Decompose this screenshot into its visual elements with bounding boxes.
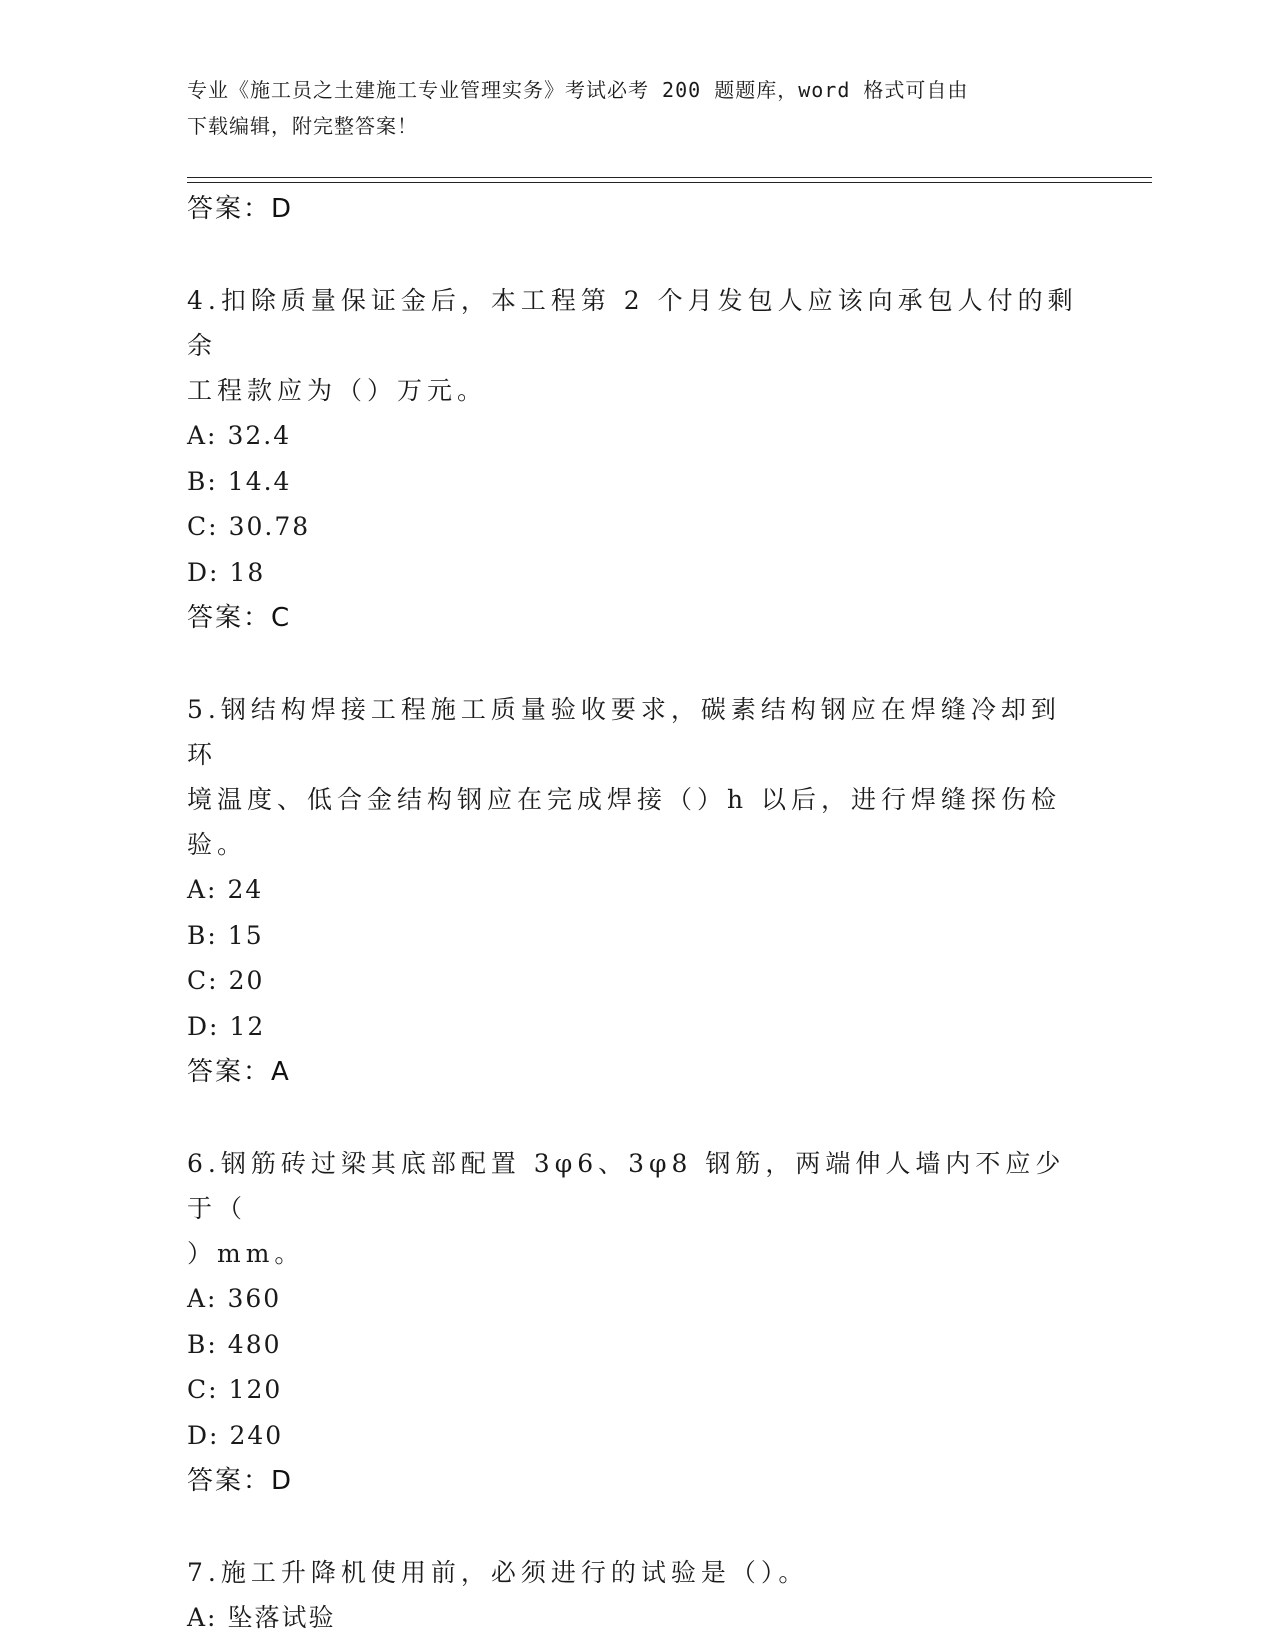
option-d — [187, 550, 1087, 596]
answer-line: 答案：C — [187, 603, 292, 633]
question-text — [187, 1141, 1087, 1276]
document-header — [187, 72, 1087, 144]
question-text-line: 6.钢筋砖过梁其底部配置 3φ6、3φ8 钢筋，两端伸人墙内不应少于（ — [187, 1149, 1066, 1223]
option-key: B: — [187, 920, 218, 950]
header-divider-bottom — [187, 182, 1152, 183]
option-key: A: — [187, 1284, 218, 1313]
option-key: A: — [187, 1603, 218, 1632]
question-text-line: 5.钢结构焊接工程施工质量验收要求，碳素结构钢应在焊缝冷却到环 — [187, 695, 1061, 769]
option-c — [187, 1367, 1087, 1413]
question-text-line: 工程款应为（）万元。 — [187, 376, 488, 405]
option-text: 24 — [227, 875, 264, 904]
option-key: C: — [187, 512, 219, 541]
question-block — [187, 278, 1087, 641]
option-a — [187, 1276, 1087, 1322]
option-c — [187, 958, 1087, 1004]
question-text — [187, 687, 1087, 867]
option-text: 240 — [229, 1420, 284, 1450]
option-key: C: — [187, 1375, 219, 1404]
option-text: 480 — [227, 1329, 282, 1359]
question-block — [187, 1141, 1087, 1504]
option-b — [187, 913, 1087, 959]
option-text: 15 — [227, 920, 264, 950]
option-c — [187, 504, 1087, 550]
option-text: 120 — [228, 1375, 283, 1404]
header-line-2: 下载编辑，附完整答案！ — [187, 114, 418, 138]
option-a — [187, 413, 1087, 459]
option-a — [187, 867, 1087, 913]
question-text-line: 4.扣除质量保证金后，本工程第 2 个月发包人应该向承包人付的剩余 — [187, 286, 1078, 360]
question-text-line: 境温度、低合金结构钢应在完成焊接（）h 以后，进行焊缝探伤检验。 — [187, 785, 1062, 859]
option-key: B: — [187, 466, 218, 496]
option-a — [187, 1595, 1087, 1641]
option-text: 32.4 — [227, 421, 292, 450]
header-line-1: 专业《施工员之土建施工专业管理实务》考试必考 200 题题库，word 格式可自由 — [187, 78, 969, 102]
option-text: 30.78 — [228, 512, 311, 541]
option-d — [187, 1413, 1087, 1459]
option-key: B: — [187, 1329, 218, 1359]
option-b — [187, 1322, 1087, 1368]
question-text-line: 7.施工升降机使用前，必须进行的试验是（）。 — [187, 1558, 809, 1587]
option-key: C: — [187, 966, 219, 995]
option-text: 12 — [229, 1011, 266, 1041]
option-key: A: — [187, 875, 218, 904]
answer-line: 答案：A — [187, 1057, 291, 1087]
question-block — [187, 1550, 1087, 1641]
option-text: 20 — [228, 966, 265, 995]
option-key: A: — [187, 421, 218, 450]
question-text — [187, 1550, 1087, 1595]
option-text: 坠落试验 — [227, 1603, 336, 1632]
option-key: D: — [187, 1011, 220, 1041]
option-d — [187, 1004, 1087, 1050]
answer-line: 答案：D — [187, 1466, 294, 1496]
question-list — [187, 186, 1087, 1641]
option-key: D: — [187, 1420, 220, 1450]
question-text — [187, 278, 1087, 413]
option-text: 18 — [229, 557, 266, 587]
question-block — [187, 687, 1087, 1095]
answer-line: 答案：D — [187, 194, 294, 224]
header-divider-top — [187, 177, 1152, 178]
option-key: D: — [187, 557, 220, 587]
option-text: 360 — [227, 1284, 282, 1313]
question-text-line: ）mm。 — [187, 1239, 305, 1268]
option-text: 14.4 — [227, 466, 292, 496]
option-b — [187, 459, 1087, 505]
